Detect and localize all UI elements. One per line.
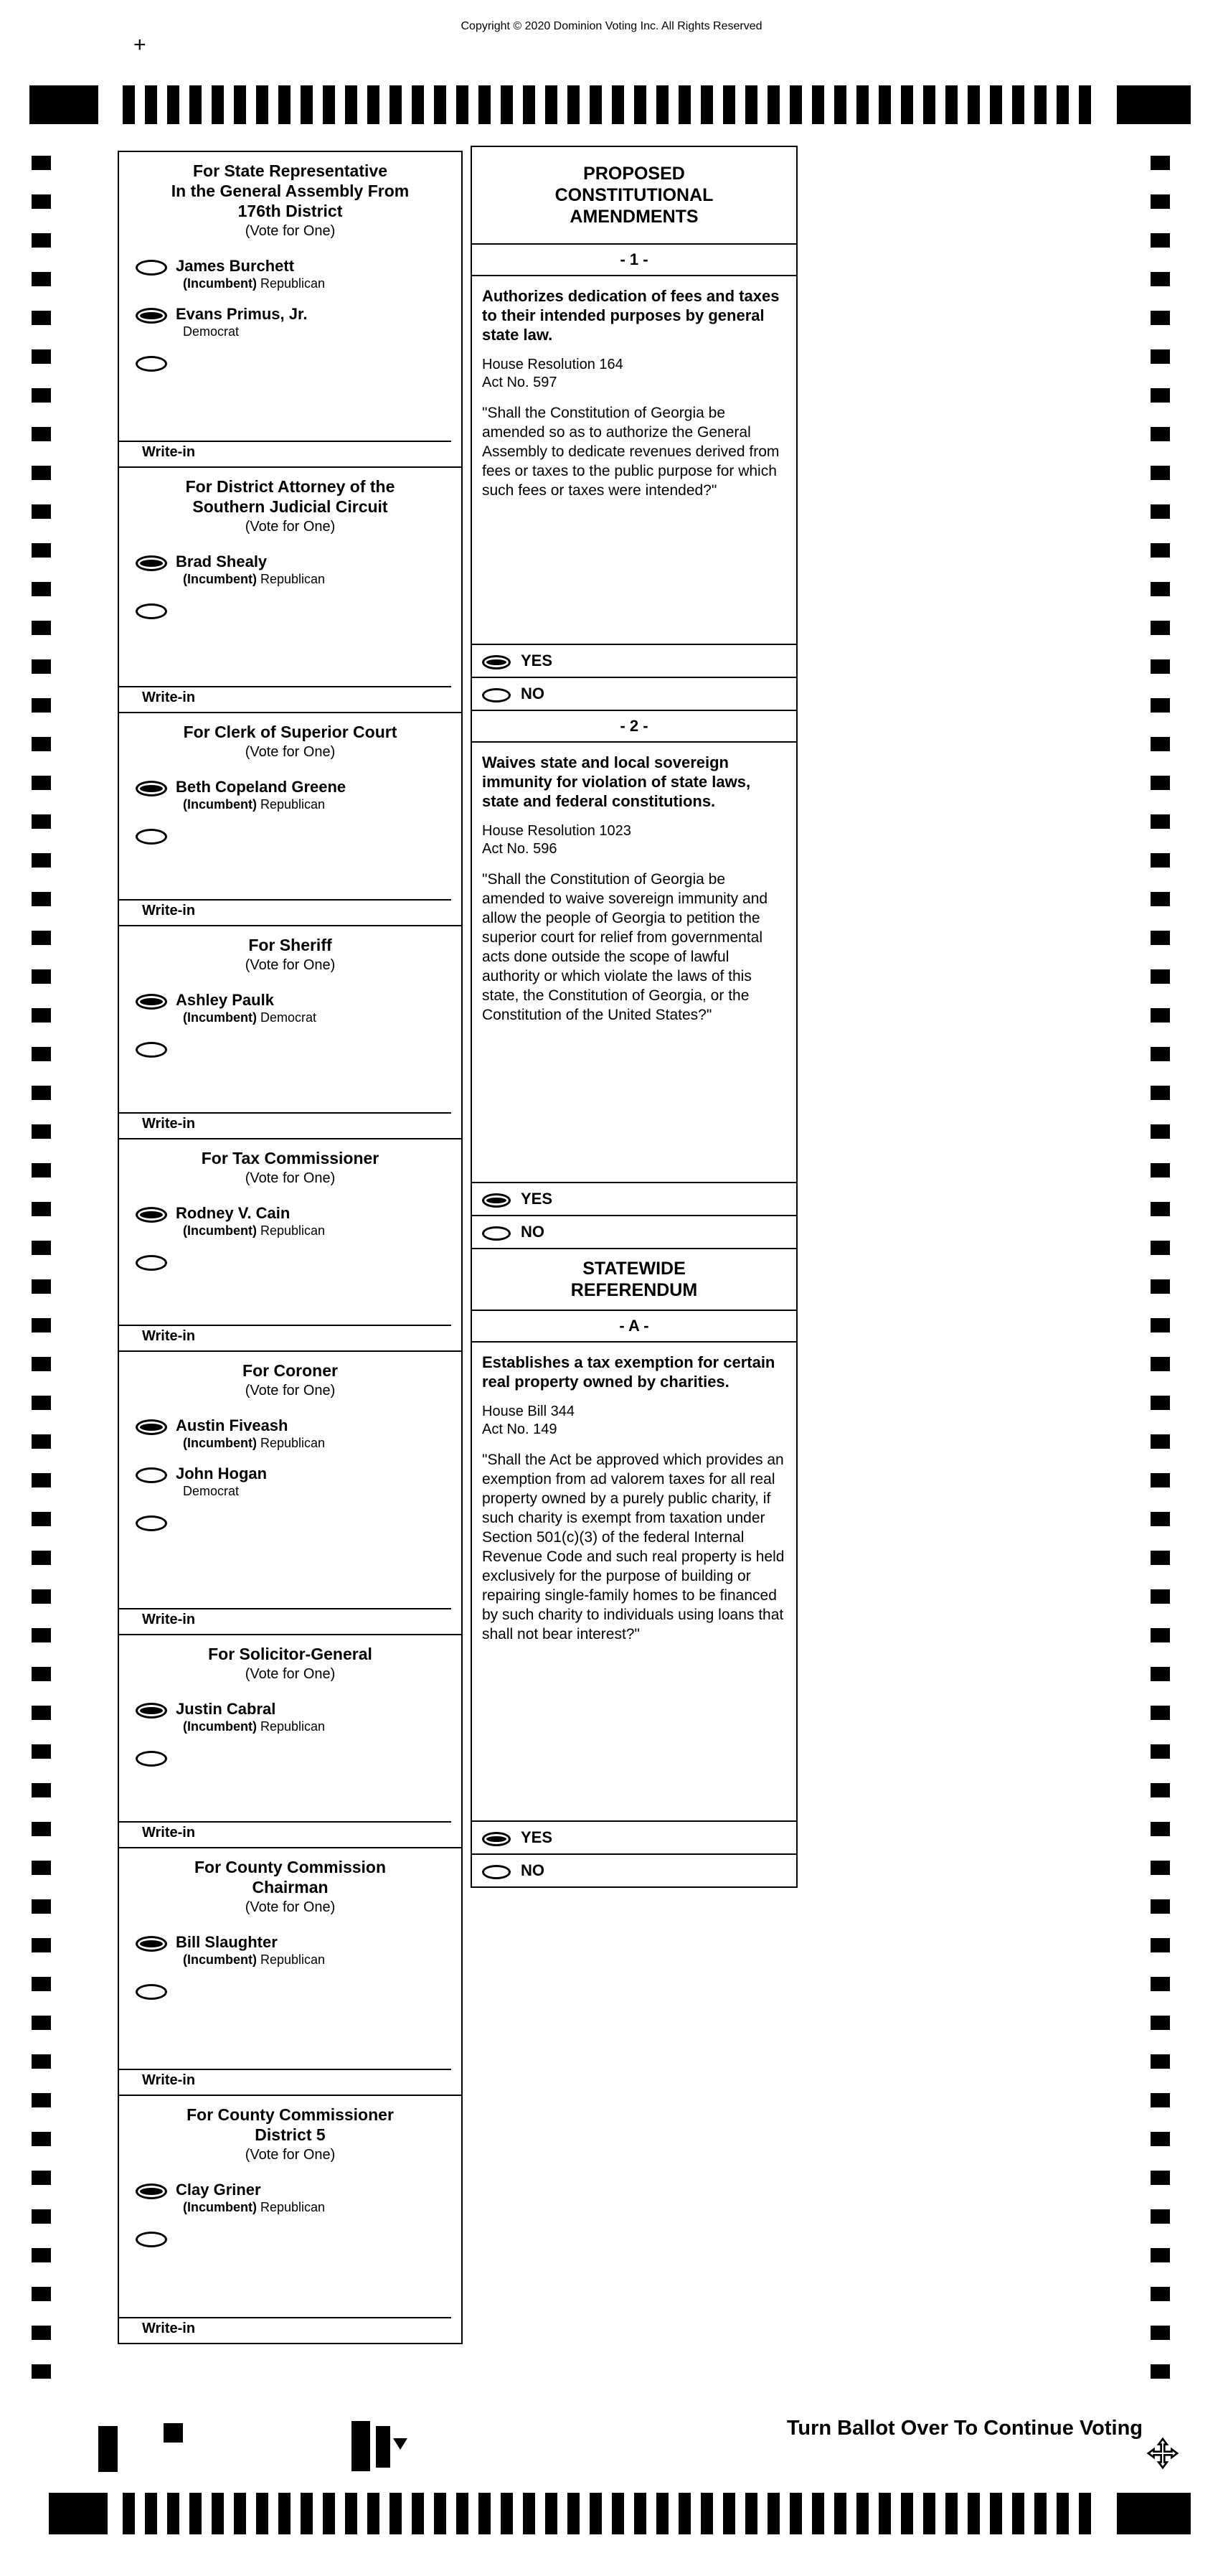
- measure-number: - A -: [472, 1311, 796, 1343]
- contest-box: [118, 2095, 463, 2344]
- vote-for-note: (Vote for One): [245, 223, 336, 239]
- measure-ref-line: Act No. 596: [482, 841, 557, 857]
- turn-ballot-instruction: Turn Ballot Over To Continue Voting: [786, 2417, 1143, 2440]
- contest-title-line: For District Attorney of the: [185, 477, 395, 496]
- party-label: Democrat: [183, 324, 240, 339]
- contest-box: [118, 1350, 463, 1635]
- empty-oval[interactable]: [136, 2232, 167, 2247]
- vote-option-row: [472, 644, 796, 677]
- empty-oval[interactable]: [136, 1984, 167, 2000]
- candidate-row: [119, 766, 461, 814]
- candidate-text: [176, 1416, 325, 1452]
- empty-oval[interactable]: [136, 1467, 167, 1483]
- contest-box: [118, 925, 463, 1139]
- candidate-detail: [183, 1010, 316, 1026]
- party-label: Republican: [260, 572, 326, 586]
- vote-option-label: NO: [521, 1223, 544, 1241]
- incumbent-label: (Incumbent): [183, 1010, 260, 1025]
- empty-oval[interactable]: [136, 1042, 167, 1058]
- candidate-row: [119, 541, 461, 589]
- party-label: Republican: [260, 2200, 326, 2214]
- vote-option-label: NO: [521, 685, 544, 702]
- contest-title: [119, 152, 461, 221]
- header-line: PROPOSED: [583, 164, 685, 184]
- contest-title-line: Southern Judicial Circuit: [192, 497, 388, 516]
- filled-oval[interactable]: [136, 1419, 167, 1435]
- incumbent-label: (Incumbent): [183, 797, 260, 812]
- empty-oval[interactable]: [136, 1751, 167, 1767]
- timing-block-top-right: [1117, 85, 1191, 124]
- write-in-area: [119, 1821, 461, 1847]
- measure-ref-line: House Resolution 1023: [482, 823, 631, 839]
- incumbent-label: (Incumbent): [183, 1436, 260, 1450]
- vote-for-note: (Vote for One): [245, 519, 336, 535]
- vote-for-note: (Vote for One): [245, 1170, 336, 1186]
- measure-box: [471, 710, 798, 1249]
- candidate-detail: [183, 571, 325, 588]
- candidate-row: [119, 814, 461, 846]
- contest-title-line: For Sheriff: [248, 936, 332, 954]
- candidate-name: Brad Shealy: [176, 553, 268, 570]
- header-line: REFERENDUM: [570, 1280, 698, 1300]
- measure-refs: [472, 814, 796, 858]
- measure-refs: [472, 347, 796, 392]
- candidate-row: [119, 1028, 461, 1059]
- contest-title-line: For Clerk of Superior Court: [183, 723, 397, 741]
- header-line: CONSTITUTIONAL: [554, 185, 714, 205]
- empty-oval[interactable]: [482, 1865, 511, 1879]
- write-in-area: [119, 2317, 461, 2343]
- candidate-detail: [183, 2199, 325, 2216]
- candidate-text: [176, 1204, 325, 1239]
- vote-options: [472, 1820, 796, 1886]
- vote-for-note: (Vote for One): [245, 1666, 336, 1682]
- registration-plus-mark: +: [133, 33, 146, 57]
- candidate-name: Clay Griner: [176, 2181, 261, 2199]
- measure-box: [471, 1310, 798, 1888]
- candidate-text: [176, 778, 346, 813]
- timing-bars-top: [123, 85, 1097, 124]
- write-in-label: Write-in: [142, 690, 196, 705]
- candidate-detail: [183, 1223, 325, 1239]
- candidate-row: [119, 293, 461, 342]
- candidate-row: [119, 2217, 461, 2249]
- timing-block-top-left: [29, 85, 98, 124]
- empty-oval[interactable]: [136, 260, 167, 276]
- contest-box: [118, 466, 463, 713]
- candidate-name: Beth Copeland Greene: [176, 778, 346, 796]
- write-in-label: Write-in: [142, 2321, 196, 2336]
- candidate-name: Ashley Paulk: [176, 991, 274, 1009]
- incumbent-label: (Incumbent): [183, 572, 260, 586]
- candidate-name: James Burchett: [176, 257, 295, 275]
- four-way-arrow-icon: [1146, 2437, 1179, 2470]
- write-in-label: Write-in: [142, 1825, 196, 1841]
- measure-group-header: [471, 1248, 798, 1311]
- contest-title: [119, 2096, 461, 2145]
- contest-box: [118, 1634, 463, 1848]
- candidate-name: Rodney V. Cain: [176, 1204, 291, 1222]
- measure-refs: [472, 1394, 796, 1439]
- vote-for-note: (Vote for One): [245, 2147, 336, 2163]
- contest-title-line: For Coroner: [242, 1361, 338, 1380]
- header-line: STATEWIDE: [582, 1259, 686, 1279]
- alignment-mark: [351, 2421, 370, 2471]
- cursor-artifact-icon: [393, 2438, 407, 2450]
- contest-title: [119, 1352, 461, 1381]
- filled-oval[interactable]: [136, 2184, 167, 2199]
- candidate-row: [119, 1736, 461, 1768]
- contest-title-line: For Tax Commissioner: [201, 1149, 379, 1167]
- empty-oval[interactable]: [136, 603, 167, 619]
- write-in-area: [119, 1608, 461, 1634]
- write-in-area: [119, 441, 461, 466]
- candidate-detail: [183, 1435, 325, 1452]
- write-in-label: Write-in: [142, 444, 196, 460]
- party-label: Republican: [260, 276, 326, 291]
- write-in-area: [119, 899, 461, 925]
- filled-oval[interactable]: [482, 655, 511, 669]
- candidate-text: [176, 991, 316, 1026]
- contest-box: [118, 1847, 463, 2096]
- candidate-row: [119, 245, 461, 293]
- vote-options: [472, 1182, 796, 1248]
- measure-question: "Shall the Constitution of Georgia be amended to waive sovereign immunity and allow the people of Georgia to petition the superior court for relief from governmental acts done outside the scope of lawful authority or which violate the laws of this state, the Constitution of Georgia, or the Constitution of the United States?": [482, 871, 768, 1023]
- vote-for-note: (Vote for One): [245, 1383, 336, 1399]
- incumbent-label: (Incumbent): [183, 1719, 260, 1734]
- alignment-mark: [98, 2426, 118, 2472]
- measure-question: "Shall the Constitution of Georgia be amended so as to authorize the General Assembly to dedicate revenues derived from fees or taxes to the public purpose for which such fees or taxes were intended?": [482, 405, 780, 499]
- measure-box: [471, 243, 798, 711]
- vote-for-note: (Vote for One): [245, 744, 336, 760]
- empty-oval[interactable]: [136, 1255, 167, 1271]
- contest-title: [119, 1139, 461, 1168]
- contest-title-line: 176th District: [237, 202, 343, 220]
- incumbent-label: (Incumbent): [183, 2200, 260, 2214]
- candidate-text: [176, 1700, 325, 1735]
- vote-options: [472, 644, 796, 710]
- timing-marks-top: [0, 85, 1223, 124]
- incumbent-label: (Incumbent): [183, 1223, 260, 1238]
- contest-title-line: In the General Assembly From: [171, 182, 410, 200]
- contest-title-line: For County Commission: [194, 1858, 387, 1876]
- candidate-text: [176, 305, 307, 340]
- candidate-row: [119, 1241, 461, 1272]
- contest-title-line: For County Commissioner: [186, 2105, 394, 2124]
- copyright-text: Copyright © 2020 Dominion Voting Inc. All Rights Reserved: [461, 20, 762, 32]
- candidate-row: [119, 2169, 461, 2217]
- party-label: Republican: [260, 1719, 326, 1734]
- contest-box: [118, 1138, 463, 1352]
- candidate-name: Austin Fiveash: [176, 1416, 288, 1434]
- candidate-name: Evans Primus, Jr.: [176, 305, 308, 323]
- timing-marks-right: [1151, 156, 1170, 2392]
- candidate-text: [176, 1465, 267, 1500]
- candidate-name: Bill Slaughter: [176, 1933, 278, 1951]
- timing-bars-bottom: [123, 2493, 1097, 2534]
- contest-title: [119, 1848, 461, 1897]
- filled-oval[interactable]: [136, 1207, 167, 1223]
- candidate-text: [176, 2181, 325, 2216]
- party-label: Democrat: [183, 1484, 240, 1498]
- vote-option-row: [472, 1820, 796, 1853]
- empty-oval[interactable]: [136, 829, 167, 845]
- measure-number: - 2 -: [472, 711, 796, 743]
- filled-oval[interactable]: [482, 1832, 511, 1846]
- candidate-row: [119, 342, 461, 373]
- candidate-detail: [183, 1952, 325, 1968]
- candidate-row: [119, 1970, 461, 2001]
- timing-block-bottom-left: [49, 2493, 108, 2534]
- write-in-label: Write-in: [142, 1612, 196, 1627]
- candidate-detail: [183, 1483, 267, 1500]
- write-in-area: [119, 1112, 461, 1138]
- candidate-detail: [183, 1719, 325, 1735]
- incumbent-label: (Incumbent): [183, 276, 260, 291]
- empty-oval[interactable]: [136, 1515, 167, 1531]
- filled-oval[interactable]: [136, 555, 167, 571]
- empty-oval[interactable]: [482, 1226, 511, 1241]
- candidate-detail: [183, 276, 325, 292]
- header-line: AMENDMENTS: [570, 207, 699, 227]
- measure-question: "Shall the Act be approved which provides an exemption from ad valorem taxes for all real property owned by a purely public charity, if such charity is exempt from taxation under Section 501(c)(3) of the federal Internal Revenue Code and such real property is held exclusively for the purpose of building or repairing single-family homes to be financed by such charity to individuals using loans that shall not bear interest?": [482, 1452, 785, 1642]
- filled-oval[interactable]: [136, 781, 167, 796]
- write-in-label: Write-in: [142, 903, 196, 918]
- candidate-text: [176, 553, 325, 588]
- contest-title-line: Chairman: [252, 1878, 329, 1896]
- party-label: Republican: [260, 1223, 326, 1238]
- candidate-row: [119, 1501, 461, 1533]
- vote-option-label: NO: [521, 1861, 544, 1879]
- vote-option-row: [472, 677, 796, 710]
- write-in-label: Write-in: [142, 1116, 196, 1132]
- vote-option-row: [472, 1182, 796, 1215]
- contest-title: [119, 1635, 461, 1664]
- alignment-mark: [164, 2423, 183, 2443]
- candidate-text: [176, 257, 325, 292]
- measure-group-header: [471, 146, 798, 245]
- party-label: Republican: [260, 1952, 326, 1967]
- write-in-area: [119, 1325, 461, 1350]
- timing-block-bottom-right: [1117, 2493, 1191, 2534]
- empty-oval[interactable]: [136, 356, 167, 372]
- vote-for-note: (Vote for One): [245, 1899, 336, 1915]
- measure-ref-line: House Bill 344: [482, 1404, 575, 1419]
- incumbent-label: (Incumbent): [183, 1952, 260, 1967]
- measure-number: - 1 -: [472, 245, 796, 276]
- write-in-area: [119, 686, 461, 712]
- measure-ref-line: Act No. 149: [482, 1421, 557, 1437]
- filled-oval[interactable]: [136, 308, 167, 324]
- measure-ref-line: Act No. 597: [482, 375, 557, 390]
- candidate-name: Justin Cabral: [176, 1700, 276, 1718]
- measure-summary: Authorizes dedication of fees and taxes to their intended purposes by general state law.: [482, 287, 780, 344]
- contest-title: [119, 713, 461, 742]
- vote-option-label: YES: [521, 652, 553, 669]
- filled-oval[interactable]: [136, 1703, 167, 1719]
- contest-title-line: District 5: [255, 2125, 326, 2144]
- vote-option-label: YES: [521, 1190, 553, 1208]
- contest-box: [118, 151, 463, 468]
- candidate-detail: [183, 324, 307, 340]
- party-label: Democrat: [260, 1010, 317, 1025]
- candidate-row: [119, 589, 461, 621]
- party-label: Republican: [260, 797, 326, 812]
- write-in-label: Write-in: [142, 1328, 196, 1344]
- contest-title-line: For Solicitor-General: [208, 1645, 372, 1663]
- candidate-detail: [183, 796, 346, 813]
- party-label: Republican: [260, 1436, 326, 1450]
- filled-oval[interactable]: [136, 1936, 167, 1952]
- write-in-area: [119, 2069, 461, 2095]
- candidate-row: [119, 1688, 461, 1736]
- contest-title-line: For State Representative: [193, 161, 387, 180]
- contest-box: [118, 712, 463, 926]
- timing-marks-left: [32, 156, 51, 2392]
- candidate-row: [119, 1405, 461, 1453]
- empty-oval[interactable]: [482, 688, 511, 702]
- left-column: [118, 152, 463, 2344]
- vote-option-row: [472, 1853, 796, 1886]
- candidate-row: [119, 979, 461, 1028]
- vote-option-label: YES: [521, 1828, 553, 1846]
- contest-title: [119, 468, 461, 517]
- vote-option-row: [472, 1215, 796, 1248]
- filled-oval[interactable]: [136, 994, 167, 1010]
- measure-ref-line: House Resolution 164: [482, 357, 623, 372]
- candidate-text: [176, 1933, 325, 1968]
- filled-oval[interactable]: [482, 1193, 511, 1208]
- measure-summary: Waives state and local sovereign immunity for violation of state laws, state and federal constitutions.: [482, 753, 751, 810]
- timing-marks-bottom: [0, 2493, 1223, 2534]
- candidate-name: John Hogan: [176, 1465, 268, 1482]
- contest-title: [119, 926, 461, 955]
- right-column: [471, 147, 798, 1888]
- write-in-label: Write-in: [142, 2072, 196, 2088]
- candidate-row: [119, 1453, 461, 1501]
- candidate-row: [119, 1922, 461, 1970]
- vote-for-note: (Vote for One): [245, 957, 336, 973]
- measure-summary: Establishes a tax exemption for certain real property owned by charities.: [482, 1353, 775, 1391]
- alignment-mark: [376, 2426, 390, 2468]
- candidate-row: [119, 1193, 461, 1241]
